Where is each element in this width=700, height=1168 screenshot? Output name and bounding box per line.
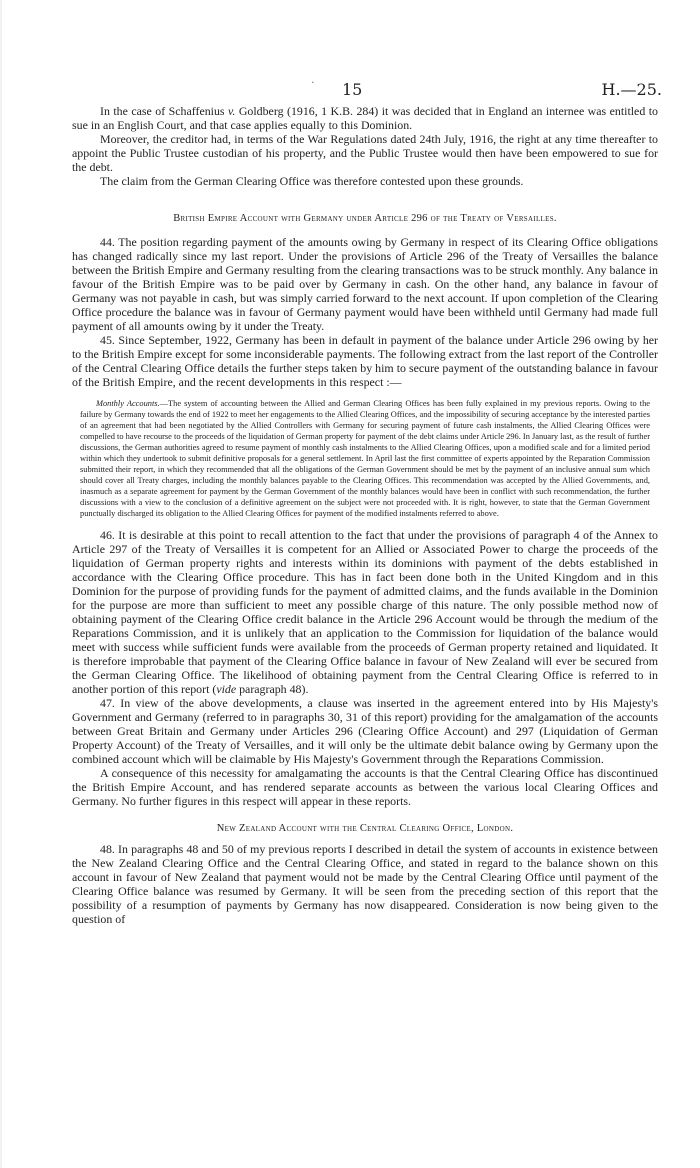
paragraph-46: [72, 528, 658, 696]
paragraph-creditor: Moreover, the creditor had, in terms of the War Regulations dated 24th July, 1916, the right at any time thereafter to appoint the Public Trustee custodian of his property, and the Public Trustee would then have been empowered to sue for the debt.: [72, 132, 658, 174]
paragraph-44: 44. The position regarding payment of the amounts owing by Germany in respect of its Clearing Office obligations has changed radically since my last report. Under the provisions of Article 296 of the Treaty of Versailles the balance between the British Empire and Germany resulting from the clearing transactions was to be struck monthly. Any balance in favour of the British Empire was to be paid over by Germany in cash. On the other hand, any balance in favour of Germany was not payable in cash, but was simply carried forward to the next account. If upon completion of the Clearing Office procedure the balance was in favour of Germany payment would have been withheld until Germany had made full payment of all amounts owing by it under the Treaty.: [72, 235, 659, 333]
text-run: 46. It is desirable at this point to recall attention to the fact that under the provisions of paragraph 4 of the Annex to Article 297 of the Treaty of Versailles it is competent for an Allied or Associated Power to charge the proceeds of the liquidation of German property rights and interests within its dominions with payment of the debts established in accordance with the Clearing Office procedure. This has in fact been done both in the United Kingdom and in this Dominion for the purpose of providing funds for the payment of admitted claims, and the funds available in the Dominion for the purpose are more than sufficient to meet any possible charge of this nature. The only possible method now of obtaining payment of the Clearing Office credit balance in the Article 296 Account would be through the medium of the Reparations Commission, and it is unlikely that an application to the Commission for liquidation of the balance would meet with success while sufficient funds were available from the proceeds of German property retained and liquidated. It is therefore improbable that payment of the Clearing Office balance in favour of New Zealand will ever be secured from the German Clearing Office. The likelihood of obtaining payment from the Central Clearing Office is referred to in another portion of this report (: [72, 528, 658, 696]
section-heading-new-zealand-account: New Zealand Account with the Central Clearing Office, London.: [216, 823, 514, 834]
paragraph-claim: The claim from the German Clearing Office was therefore contested upon these grounds.: [100, 174, 524, 188]
page-number: 15: [342, 80, 363, 99]
document-body: [72, 104, 658, 926]
paragraph-45: 45. Since September, 1922, Germany has been in default in payment of the balance under Article 296 owing by her to the British Empire except for some inconsiderable payments. The following extract from the last report of the Controller of the Central Clearing Office details the further steps taken by him to secure payment of the outstanding balance in favour of the British Empire, and the recent developments in this respect :—: [72, 333, 658, 389]
quote-body: —The system of accounting between the Allied and German Clearing Offices has been fully explained in my previous reports. Owing to the failure by Germany towards the end of 1922 to meet her engagements to the Allied Clearing Offices, and the impossibility of securing acceptance by the interested parties of an agreement that had been negotiated by the Allied Controllers with Germany for securing payment of future cash instalments, the Allied Clearing Offices were compelled to have recourse to the proceeds of the liquidation of German property for payment of the debt claims under Article 296. In January last, as the result of further discussions, the German authorities agreed to resume payment of monthly cash instalments to the Allied Clearing Offices, upon a modified scale and for a limited period within which they undertook to submit definitive proposals for a general settlement. In April last the first committee of experts appointed by the Reparation Commission submitted their report, in which they recommended that all the obligations of the German Government should be met by the payment of an inclusive annual sum which should cover all Treaty charges, including the monthly balances payable to the Clearing Offices. This recommendation was accepted by the Allied Governments, and, inasmuch as a separate agreement for payment by the German Government of the monthly balances would have been in conflict with such recommendation, the further discussions with a view to the conclusion of a definitive agreement on the subject were not proceeded with. It is right, however, to state that the German Government punctually discharged its obligation to the Allied Clearing Offices for payment of the modified instalments referred to above.: [80, 399, 650, 518]
text-run-italic: v.: [228, 104, 236, 118]
paragraph-48: 48. In paragraphs 48 and 50 of my previous reports I described in detail the system of accounts in existence between the New Zealand Clearing Office and the Central Clearing Office, and stated in regard to the balance shown on this account in favour of New Zealand that payment would not be made by the Central Clearing Office until payment of the Clearing Office balance was resumed by Germany. It will be seen from the preceding section of this report that the possibility of a resumption of payments by Germany has now disappeared. Consideration is now being given to the question of: [72, 842, 658, 926]
paragraph-schaffenius: [72, 104, 658, 132]
quoted-extract: [80, 398, 650, 519]
page-mark: ·: [311, 76, 315, 89]
page-edge: [0, 0, 2, 1168]
text-run: In the case of Schaffenius: [100, 104, 228, 118]
text-run: paragraph 48).: [236, 682, 309, 696]
text-run-italic: vide: [216, 682, 237, 696]
paragraph-47: 47. In view of the above developments, a clause was inserted in the agreement entered into by His Majesty's Government and Germany (referred to in paragraphs 30, 31 of this report) providing for the amalgamation of the accounts between Great Britain and Germany under Articles 296 (Clearing Office Account) and 297 (Liquidation of German Property Account) of the Treaty of Versailles, and it will only be the ultimate debit balance owing by Germany upon the combined account which will be claimable by His Majesty's Government through the Reparations Commission.: [72, 696, 658, 766]
quote-title: Monthly Accounts.: [96, 399, 160, 408]
paragraph-47-consequence: A consequence of this necessity for amalgamating the accounts is that the Central Clearing Office has discontinued the British Empire Account, and has rendered separate accounts as between the various local Clearing Offices and Germany. No further figures in this respect will appear in these reports.: [72, 766, 658, 808]
document-reference: H.—25.: [601, 80, 662, 99]
section-heading-british-empire-account: British Empire Account with Germany under Article 296 of the Treaty of Versailles.: [173, 213, 557, 224]
text-run: Goldberg (1916, 1 K.B. 284) it was decided that in England an internee was entitled to sue in an English Court, and that case applies equally to this Dominion.: [72, 104, 658, 132]
